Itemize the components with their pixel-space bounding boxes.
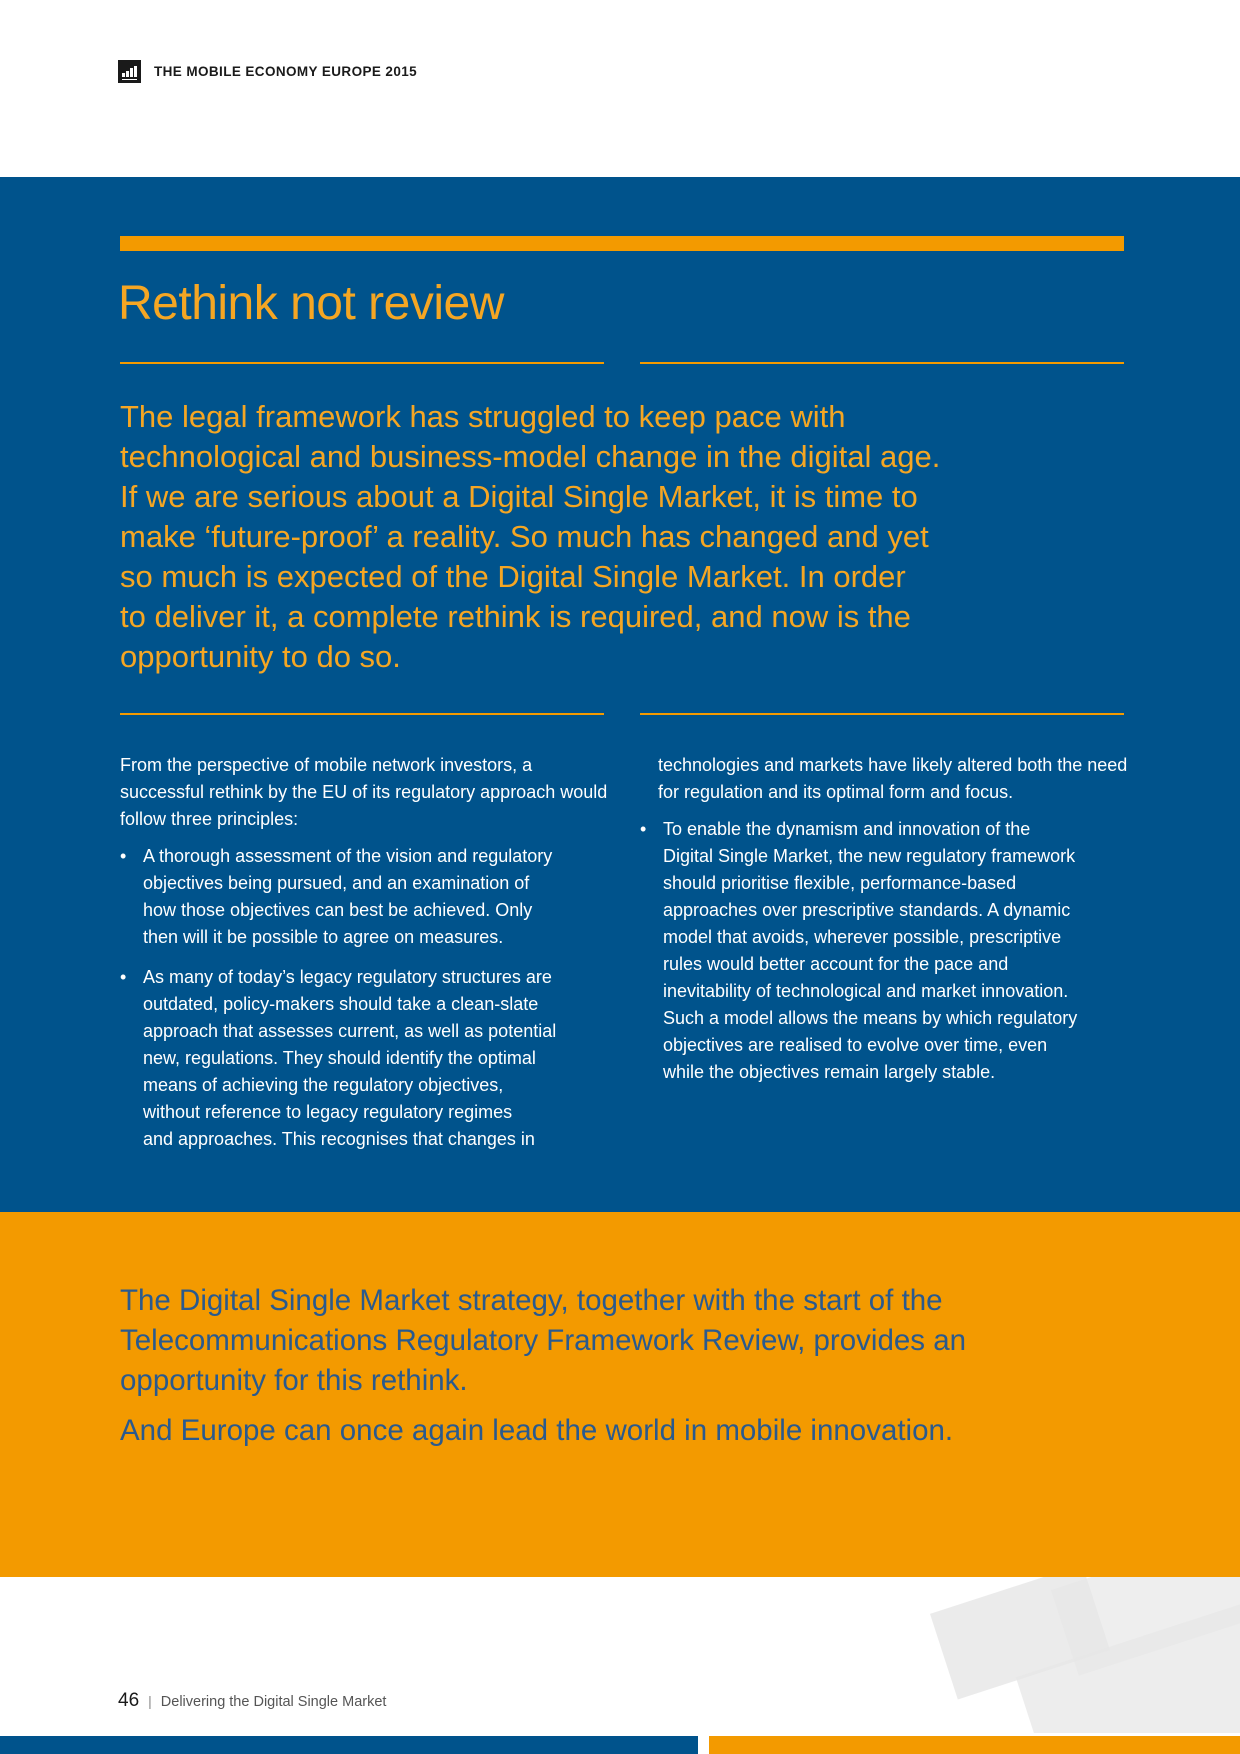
principles-list-continued bbox=[640, 816, 1130, 1086]
list-item: • A thorough assessment of the vision and regulatory objectives being pursued, and an examination of how those objectives can best be achieved. Only then will it be possible to agree on measures. bbox=[120, 843, 610, 951]
accent-bar bbox=[120, 236, 1124, 251]
bullet-icon: • bbox=[120, 967, 127, 987]
closing-statement: And Europe can once again lead the world in mobile innovation. bbox=[120, 1414, 954, 1447]
closing-paragraph: The Digital Single Market strategy, together with the start of the Telecommunications Regulatory Framework Review, provides an opportunity for this rethink. bbox=[120, 1284, 967, 1397]
footer-bar-blue bbox=[0, 1736, 698, 1754]
bullet-icon: • bbox=[640, 819, 647, 839]
list-item: • To enable the dynamism and innovation of the Digital Single Market, the new regulatory framework should prioritise flexible, performance-based approaches over prescriptive standards. A dynamic model that avoids, wherever possible, prescriptive rules would better account for the pace and inevitability of technological and market innovation. Such a model allows the means by which regulatory objectives are realised to evolve over time, even while the objectives remain largely stable. bbox=[640, 816, 1130, 1086]
list-item: • As many of today’s legacy regulatory structures are outdated, policy-makers should take a clean-slate approach that assesses current, as well as potential new, regulations. They should identify the optimal means of achieving the regulatory objectives, without reference to legacy regulatory regimes and approaches. This recognises that changes in bbox=[120, 964, 610, 1153]
footer-section-title: Delivering the Digital Single Market bbox=[160, 1694, 387, 1710]
intro-paragraph: From the perspective of mobile network investors, a successful rethink by the EU of its regulatory approach would follow three principles: bbox=[120, 755, 608, 829]
divider-rule bbox=[120, 362, 604, 364]
continuation-paragraph: technologies and markets have likely altered both the need for regulation and its optimal form and focus. bbox=[658, 755, 1128, 802]
body-column-left bbox=[120, 752, 610, 1166]
divider-rule bbox=[640, 713, 1124, 715]
section-title: Rethink not review bbox=[118, 277, 504, 330]
gsma-logo-icon bbox=[118, 60, 141, 83]
lead-paragraph: The legal framework has struggled to keep pace with technological and business-model change in the digital age. If we are serious about a Digital Single Market, it is time to make ‘future-proof’ a reality. So much has changed and yet so much is expected of the Digital Single Market. In order to deliver it, a complete rethink is required, and now is the opportunity to do so. bbox=[120, 399, 941, 674]
body-column-right bbox=[640, 752, 1130, 1099]
page-number: 46 bbox=[118, 1690, 140, 1711]
page-footer bbox=[118, 1690, 386, 1712]
page-header bbox=[118, 58, 417, 84]
decorative-squares bbox=[910, 1577, 1240, 1733]
divider-rule bbox=[120, 713, 604, 715]
bullet-icon: • bbox=[120, 846, 127, 866]
footer-bar-orange bbox=[709, 1736, 1240, 1754]
principles-list bbox=[120, 843, 610, 1153]
divider-rule bbox=[640, 362, 1124, 364]
publication-title: THE MOBILE ECONOMY EUROPE 2015 bbox=[154, 63, 418, 79]
footer-separator: | bbox=[148, 1693, 152, 1709]
